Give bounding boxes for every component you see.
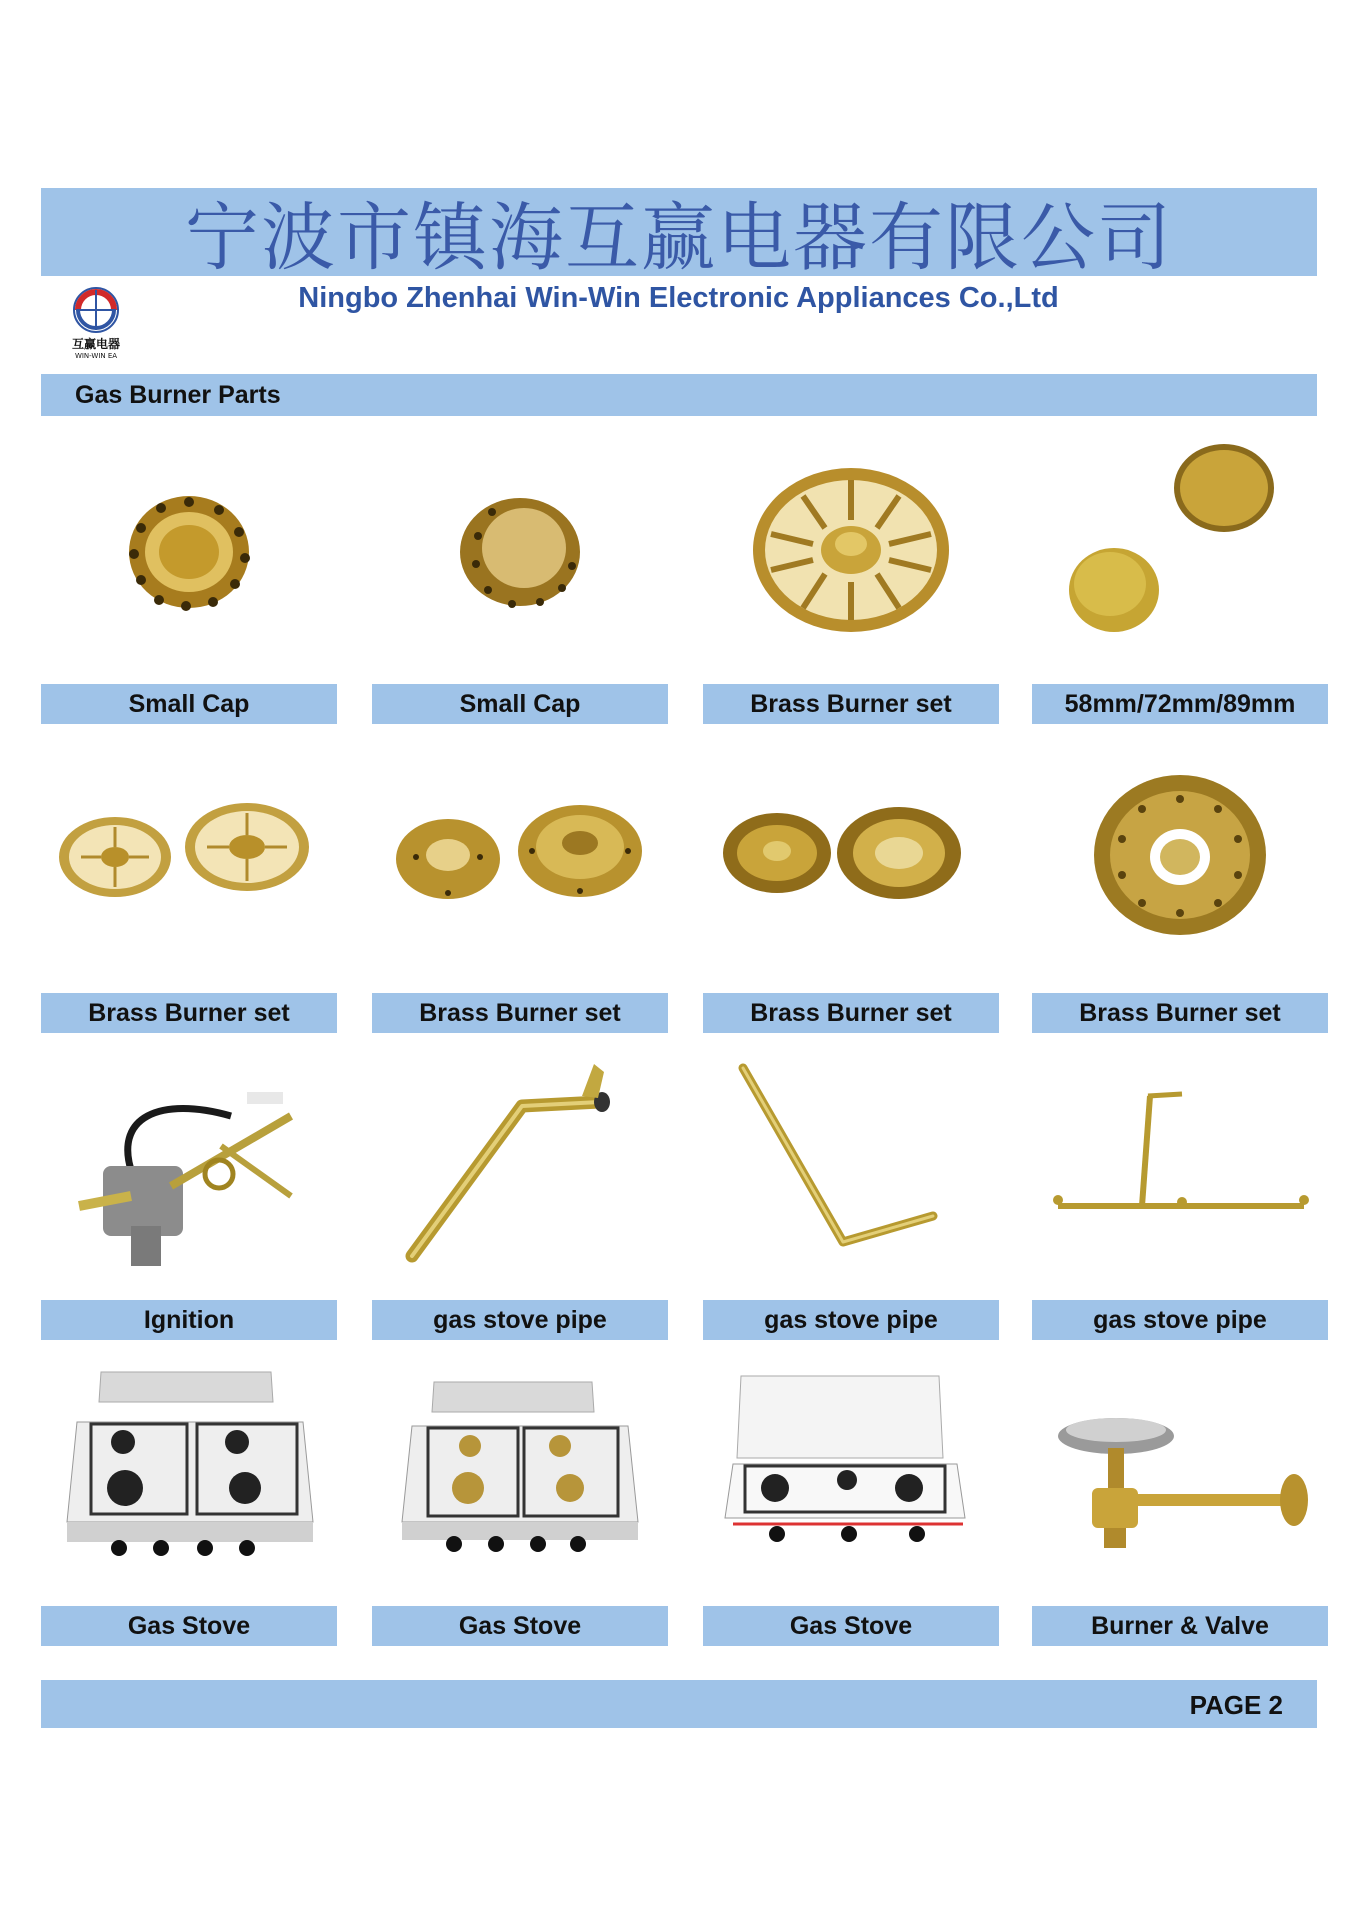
product-label: Gas Stove [703,1606,999,1646]
product-label: 58mm/72mm/89mm [1032,684,1328,724]
burner-caps-sizes-icon [1032,440,1328,656]
product-label: gas stove pipe [703,1300,999,1340]
brass-burner-pair-radial-icon [41,747,337,963]
brass-burner-pair-dark-icon [703,747,999,963]
burner-with-valve-icon [1032,1362,1328,1578]
product-label: gas stove pipe [372,1300,668,1340]
product-label: Brass Burner set [1032,993,1328,1033]
pipe-t-frame-icon [1032,1056,1328,1272]
page-number: PAGE 2 [1189,1690,1283,1720]
product-label: gas stove pipe [1032,1300,1328,1340]
gas-stove-4-burner-black-icon [41,1362,337,1578]
product-label: Ignition [41,1300,337,1340]
svg-text:互赢电器: 互赢电器 [71,337,121,351]
brass-burner-ring-icon [1032,747,1328,963]
chinese-company-name: 宁波市镇海互赢电器有限公司 [41,188,1317,276]
product-label: Gas Stove [372,1606,668,1646]
footer-bar [41,1680,1317,1728]
ignition-valve-icon [41,1056,337,1272]
gas-stove-3-burner-icon [703,1362,999,1578]
product-label: Small Cap [372,684,668,724]
pipe-bent-long-icon [703,1056,999,1272]
brass-burner-pair-holes-icon [372,747,668,963]
product-label: Brass Burner set [703,993,999,1033]
product-label: Brass Burner set [372,993,668,1033]
product-label: Gas Stove [41,1606,337,1646]
section-header [41,374,1317,416]
section-title: Gas Burner Parts [75,381,281,409]
brass-burner-large-icon [703,440,999,656]
english-company-name: Ningbo Zhenhai Win-Win Electronic Appliances Co.,Ltd [298,282,1059,314]
small-cap-perforated-icon [41,440,337,656]
product-label: Brass Burner set [703,684,999,724]
gas-stove-4-burner-brass-icon [372,1362,668,1578]
product-label: Burner & Valve [1032,1606,1328,1646]
product-label: Small Cap [41,684,337,724]
small-cap-textured-icon [372,440,668,656]
product-label: Brass Burner set [41,993,337,1033]
svg-text:WIN-WIN EA: WIN-WIN EA [74,352,118,360]
pipe-bent-short-icon [372,1056,668,1272]
